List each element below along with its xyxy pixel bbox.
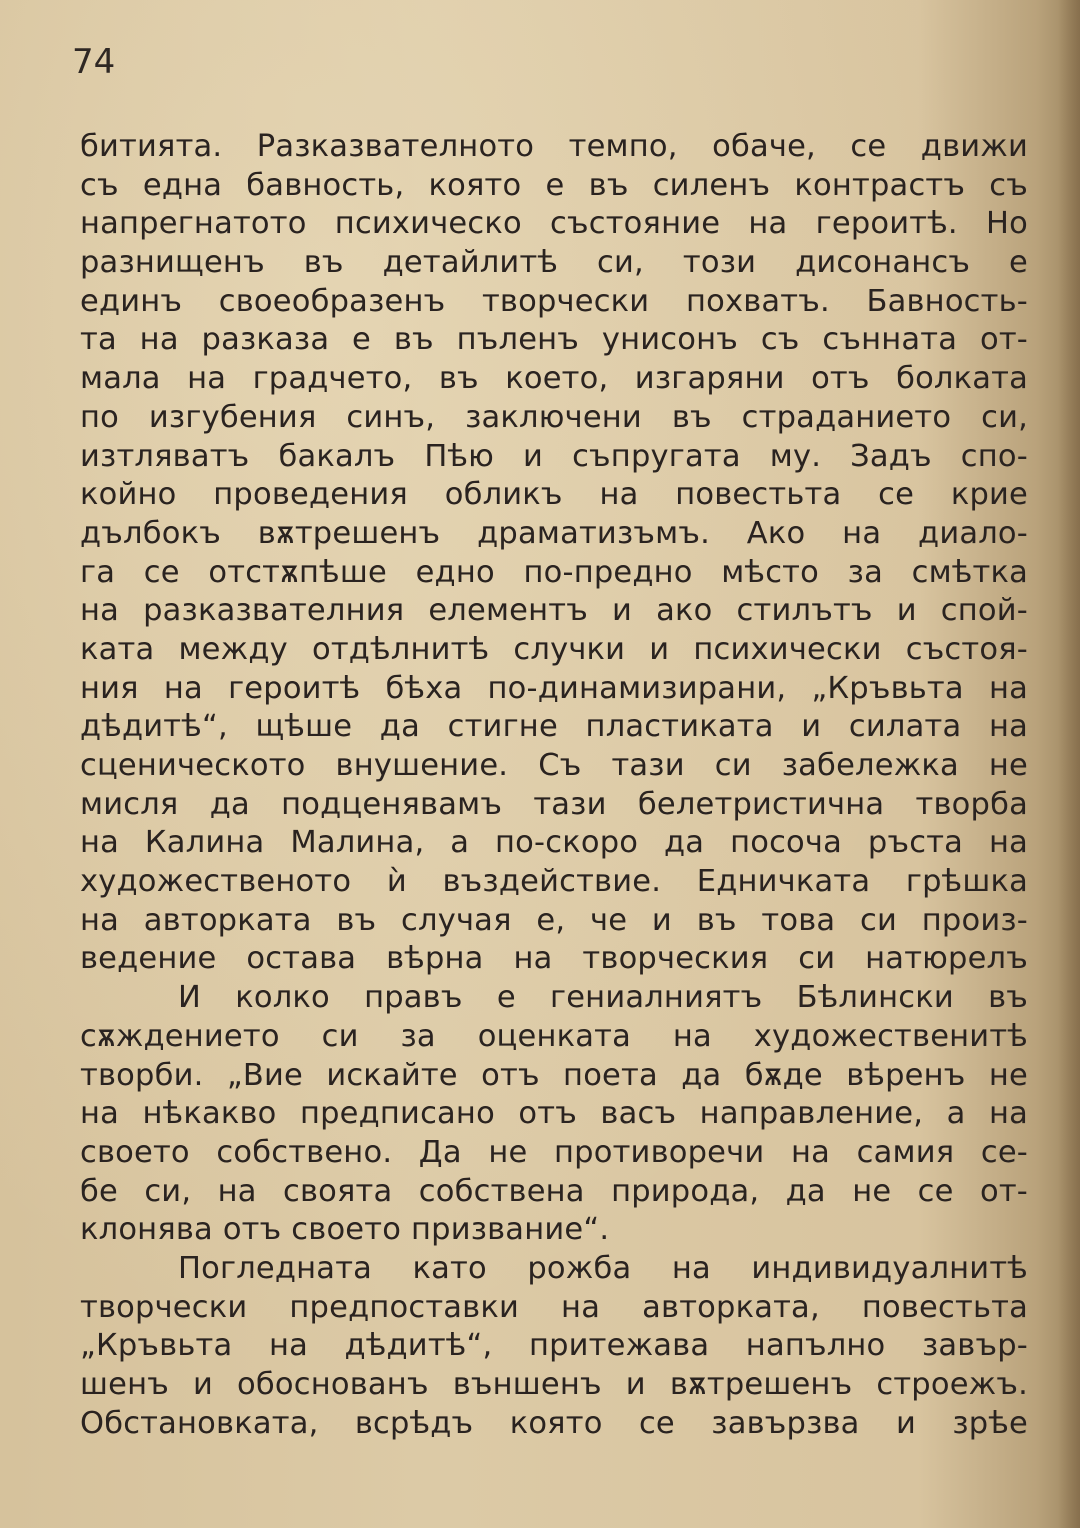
text-line: мисля да подценявамъ тази белетристична творба: [80, 786, 1028, 822]
text-line: изтляватъ бакалъ Пѣю и съпругата му. Задъ спо-: [80, 438, 1028, 474]
text-line: койно проведения обликъ на повестьта се крие: [80, 477, 1028, 513]
text-line: своето собствено. Да не противоречи на самия се-: [80, 1134, 1028, 1170]
text-line: творби. „Вие искайте отъ поета да бѫде вѣренъ не: [80, 1057, 1028, 1093]
text-line: на разказвателния елементъ и ако стилътъ и спой-: [80, 593, 1028, 629]
page-number: 74: [72, 42, 116, 82]
text-line: клонява отъ своето призвание“.: [80, 1212, 610, 1248]
text-line: творчески предпоставки на авторката, повестьта: [80, 1289, 1028, 1325]
text-line: разнищенъ въ детайлитѣ си, този дисонансъ е: [80, 245, 1028, 281]
text-line: Обстановката, всрѣдъ която се завързва и зрѣе: [80, 1405, 1028, 1441]
text-line: по изгубения синъ, заключени въ страданието си,: [80, 399, 1028, 435]
text-line: битията. Разказвателното темпо, обаче, се движи: [80, 129, 1028, 164]
text-line: на нѣкакво предписано отъ васъ направление, а на: [80, 1096, 1028, 1132]
text-line: сѫждението си за оценката на художественитѣ: [80, 1018, 1028, 1054]
text-line: ката между отдѣлнитѣ случки и психически състоя-: [80, 631, 1028, 667]
text-line: Погледната като рожба на индивидуалнитѣ: [178, 1250, 1028, 1286]
text-line: бе си, на своята собствена природа, да не се от-: [80, 1173, 1028, 1209]
text-line: дълбокъ вѫтрешенъ драматизъмъ. Ако на диало-: [80, 515, 1028, 551]
text-line: на авторката въ случая е, че и въ това си произ-: [80, 902, 1028, 938]
text-line: сценическото внушение. Съ тази си забележка не: [80, 748, 1028, 783]
text-line: ведение остава вѣрна на творческия си натюрелъ: [80, 941, 1028, 977]
text-line: га се отстѫпѣше едно по-предно мѣсто за смѣтка: [80, 554, 1028, 590]
text-line: та на разказа е въ пъленъ унисонъ съ сънната от-: [80, 322, 1028, 358]
text-line: И колко правъ е гениалниятъ Бѣлински въ: [178, 980, 1028, 1016]
text-line: мала на градчето, въ което, изгаряни отъ болката: [80, 361, 1028, 397]
text-line: художественото ѝ въздействие. Едничката грѣшка: [80, 864, 1028, 900]
text-line: „Кръвьта на дѣдитѣ“, притежава напълно завър-: [80, 1328, 1028, 1364]
page-edge-shadow: [1058, 0, 1080, 1528]
text-line: на Калина Малина, а по-скоро да посоча ръста на: [80, 825, 1028, 861]
text-line: шенъ и обоснованъ външенъ и вѫтрешенъ строежъ.: [80, 1367, 1028, 1402]
text-line: напрегнатото психическо състояние на героитѣ. Но: [80, 206, 1028, 242]
text-line: ния на героитѣ бѣха по-динамизирани, „Кръвьта на: [80, 670, 1028, 706]
text-line: единъ своеобразенъ творчески похватъ. Бавность-: [80, 283, 1028, 319]
text-line: съ една бавность, която е въ силенъ контрастъ съ: [80, 167, 1028, 203]
body-text: [80, 128, 1028, 1443]
text-line: дѣдитѣ“, щѣше да стигне пластиката и силата на: [80, 709, 1028, 745]
